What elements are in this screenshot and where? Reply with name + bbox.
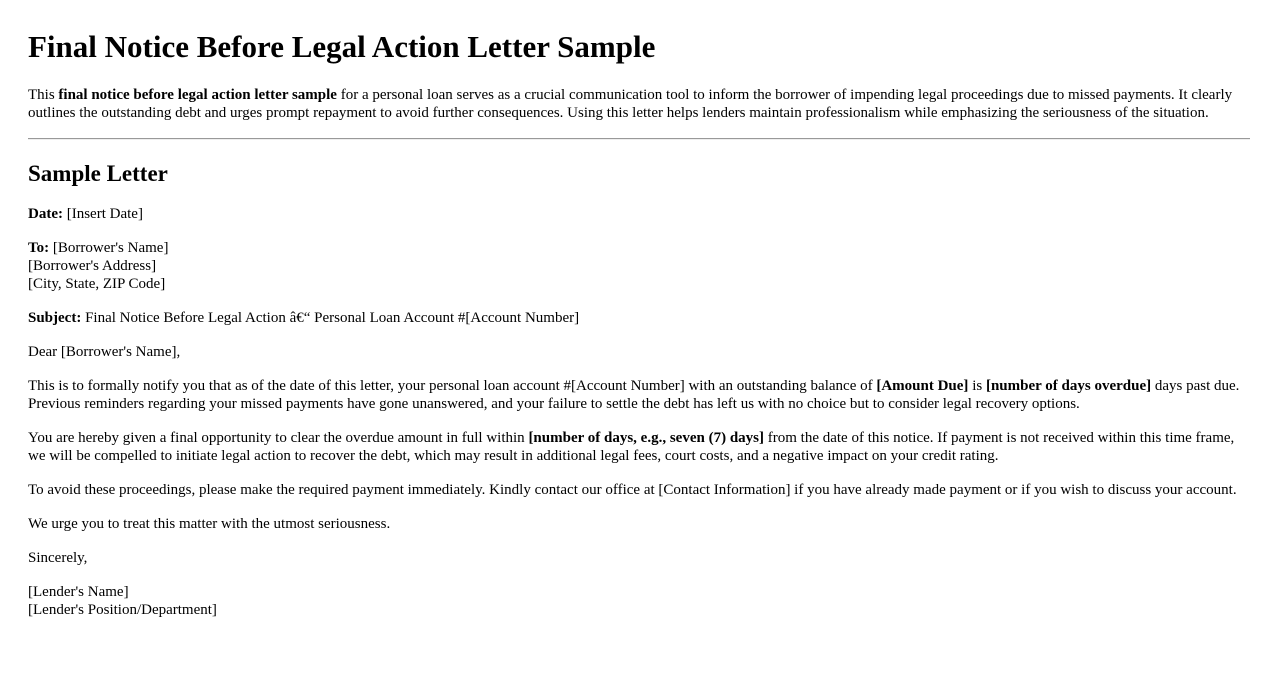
para2-text-a: You are hereby given a final opportunity to clear the overdue amount in full within bbox=[28, 430, 529, 446]
letter-paragraph-1 bbox=[28, 377, 1250, 413]
letter-paragraph-3: To avoid these proceedings, please make the required payment immediately. Kindly contact our office at [Contact Information] if you have already made payment or if you wish to discuss your account. bbox=[28, 482, 1237, 498]
para1-text-a: This is to formally notify you that as of the date of this letter, your personal loan account #[Account Number] with an outstanding balance of bbox=[28, 378, 877, 394]
recipient-address: [Borrower's Address] bbox=[28, 258, 157, 274]
subject-value: Final Notice Before Legal Action â€“ Personal Loan Account #[Account Number] bbox=[81, 310, 580, 326]
recipient-city: [City, State, ZIP Code] bbox=[28, 276, 166, 292]
letter-signature bbox=[28, 583, 1250, 619]
subject-label: Subject: bbox=[28, 310, 82, 326]
letter-salutation: Dear [Borrower's Name], bbox=[28, 344, 181, 360]
letter-paragraph-4: We urge you to treat this matter with the utmost seriousness. bbox=[28, 516, 391, 532]
page-title: Final Notice Before Legal Action Letter Sample bbox=[28, 29, 656, 64]
document-page bbox=[0, 29, 1278, 619]
letter-paragraph-2 bbox=[28, 429, 1250, 465]
date-label: Date: bbox=[28, 206, 63, 222]
letter-date bbox=[28, 205, 1250, 223]
section-divider bbox=[28, 138, 1250, 140]
intro-text-bold: final notice before legal action letter sample bbox=[58, 87, 337, 103]
letter-closing: Sincerely, bbox=[28, 550, 88, 566]
para1-text-d: days past due. Previous reminders regarding your missed payments have gone unanswered, and your failure to settle the debt has left us with no choice but to consider legal recovery options. bbox=[28, 378, 1240, 412]
letter-recipient bbox=[28, 239, 1250, 293]
intro-text-post: for a personal loan serves as a crucial communication tool to inform the borrower of impending legal proceedings due to missed payments. It clearly outlines the outstanding debt and urges prompt repayment to avoid further consequences. Using this letter helps lenders maintain professionalism while emphasizing the seriousness of the situation. bbox=[28, 87, 1233, 121]
to-label: To: bbox=[28, 240, 50, 256]
para2-text-c: from the date of this notice. If payment is not received within this time frame, we will be compelled to initiate legal action to recover the debt, which may result in additional legal fees, court costs, and a negative impact on your credit rating. bbox=[28, 430, 1235, 464]
lender-name: [Lender's Name] bbox=[28, 584, 129, 600]
days-overdue: [number of days overdue] bbox=[985, 378, 1152, 394]
recipient-name: [Borrower's Name] bbox=[49, 240, 169, 256]
date-value: [Insert Date] bbox=[62, 206, 143, 222]
intro-text-pre: This bbox=[28, 87, 59, 103]
deadline-days: [number of days, e.g., seven (7) days] bbox=[528, 430, 764, 446]
para1-text-c: is bbox=[968, 378, 986, 394]
section-title: Sample Letter bbox=[28, 161, 168, 186]
amount-due: [Amount Due] bbox=[876, 378, 969, 394]
lender-position: [Lender's Position/Department] bbox=[28, 602, 217, 618]
intro-paragraph bbox=[28, 86, 1250, 122]
letter-subject bbox=[28, 309, 1250, 327]
